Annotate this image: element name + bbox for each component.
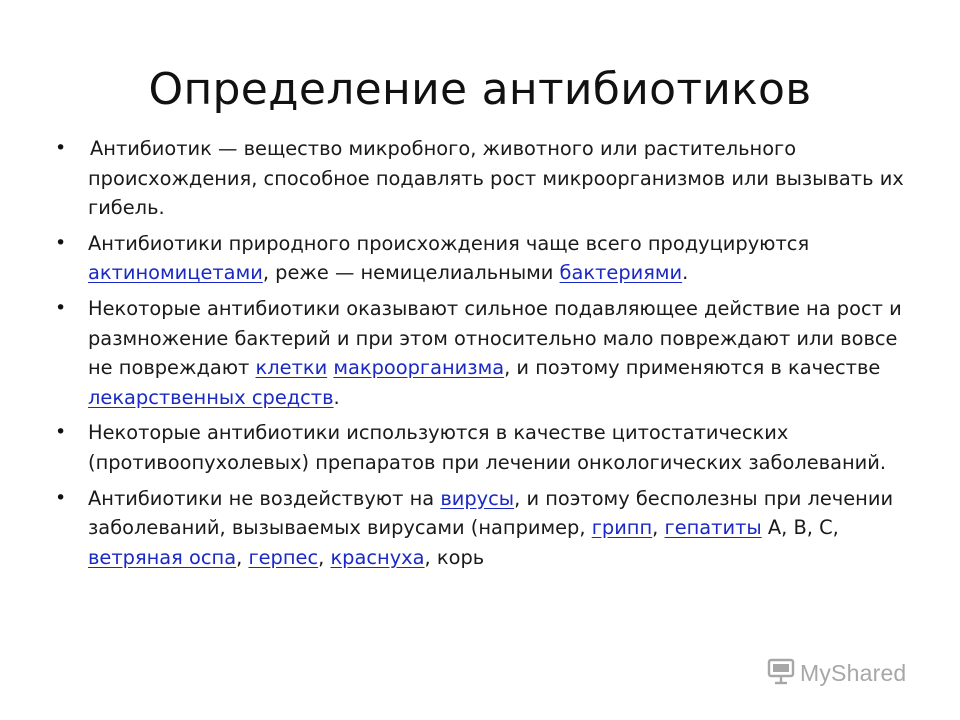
bullet-item [52, 484, 914, 573]
hyperlink[interactable]: грипп [591, 516, 653, 540]
bullet-dot: • [55, 137, 67, 159]
bullet-list [52, 134, 914, 578]
bullet-dot: • [55, 421, 67, 444]
text-segment: , [236, 545, 249, 569]
bullet-text [88, 487, 893, 569]
hyperlink[interactable]: ветряная оспа [88, 545, 237, 569]
hyperlink[interactable]: гепатиты [664, 516, 762, 540]
bullet-text [88, 297, 902, 409]
hyperlink[interactable]: актиномицетами [88, 261, 263, 285]
bullet-text [88, 137, 904, 219]
watermark-logo-text: MyShared [800, 659, 907, 686]
text-segment: , и поэтому бесполезны при лечении заболеваний, вызываемых вирусами (например, [88, 486, 894, 540]
text-segment: Некоторые антибиотики используются в качестве цитостатических (противоопухолевых) препаратов при лечении онкологических заболеваний. [88, 421, 887, 474]
hyperlink[interactable]: клетки [255, 356, 328, 380]
text-segment: . [682, 261, 689, 285]
text-segment: Антибиотики природного происхождения чаще всего продуцируются [88, 231, 810, 255]
watermark [766, 656, 906, 690]
hyperlink[interactable]: бактериями [559, 261, 683, 285]
bullet-item [52, 418, 914, 477]
text-segment: , [318, 545, 331, 569]
text-segment: Некоторые антибиотики оказывают сильное подавляющее действие на рост и размножение бактерий и при этом относительно мало повреждают или вовсе не повреждают [88, 296, 902, 380]
bullet-item [52, 294, 914, 412]
hyperlink[interactable]: герпес [248, 545, 319, 569]
bullet-text [88, 232, 809, 285]
slide-title: Определение антибиотиков [148, 64, 812, 115]
text-segment: . [333, 385, 340, 409]
text-segment: А, В, С, [761, 516, 839, 540]
text-segment: , корь [424, 545, 485, 569]
text-segment: Антибиотики не воздействуют на [88, 486, 441, 510]
text-segment: , [652, 516, 665, 540]
bullet-dot: • [55, 231, 67, 254]
bullet-item [52, 229, 914, 288]
presentation-screen-icon [766, 656, 796, 691]
hyperlink[interactable]: макроорганизма [333, 356, 505, 380]
text-segment: Антибиотик — вещество микробного, животного или растительного происхождения, способное подавлять рост микроорганизмов или вызывать их гибель. [88, 137, 904, 220]
hyperlink[interactable]: краснуха [330, 545, 425, 569]
bullet-dot: • [55, 296, 67, 319]
hyperlink[interactable]: лекарственных средств [88, 385, 334, 409]
text-segment: , реже — немицелиальными [262, 261, 560, 285]
text-segment: , и поэтому применяются в качестве [504, 356, 881, 380]
bullet-text [88, 421, 886, 474]
bullet-dot: • [55, 486, 67, 509]
hyperlink[interactable]: вирусы [440, 486, 515, 510]
bullet-item [52, 134, 914, 223]
